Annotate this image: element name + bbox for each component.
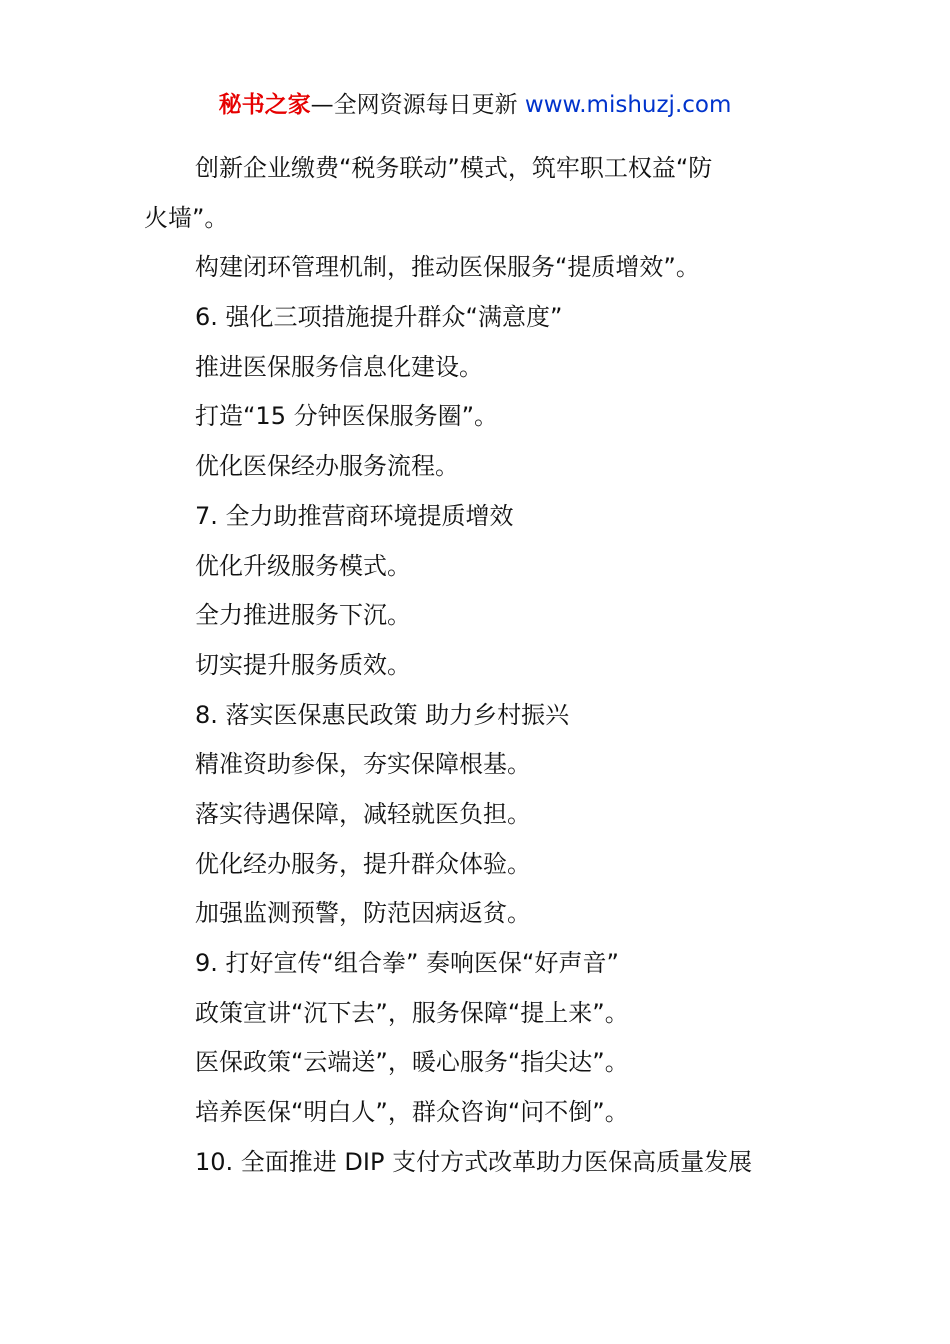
paragraph-line: 优化医保经办服务流程。 [195,452,459,481]
paragraph-line: 打造“15 分钟医保服务圈”。 [195,402,499,431]
document-body [144,144,814,1187]
paragraph-line: 政策宣讲“沉下去”，服务保障“提上来”。 [195,998,629,1027]
paragraph-line: 培养医保“明白人”，群众咨询“问不倒”。 [195,1098,629,1127]
paragraph-line: 优化升级服务模式。 [195,551,411,580]
paragraph-line: 医保政策“云端送”，暖心服务“指尖达”。 [195,1048,629,1077]
paragraph-line-continuation: 火墙”。 [144,203,229,232]
paragraph-line: 创新企业缴费“税务联动”模式，筑牢职工权益“防 [195,154,713,182]
paragraph-line: 推进医保服务信息化建设。 [195,352,483,381]
paragraph-line: 优化经办服务，提升群众体验。 [195,849,531,878]
brand-name: 秘书之家 [218,92,311,118]
section-heading: 8. 落实医保惠民政策 助力乡村振兴 [195,700,570,729]
header-tagline: —全网资源每日更新 [310,92,525,118]
paragraph-line: 切实提升服务质效。 [195,650,411,679]
section-heading: 9. 打好宣传“组合拳” 奏响医保“好声音” [195,949,619,977]
paragraph-line: 精准资助参保，夯实保障根基。 [195,750,531,779]
paragraph-line: 构建闭环管理机制，推动医保服务“提质增效”。 [195,253,700,282]
website-link[interactable]: www.mishuzj.com [524,92,732,118]
section-heading: 6. 强化三项措施提升群众“满意度” [195,303,563,332]
paragraph-line: 落实待遇保障，减轻就医负担。 [195,799,531,828]
section-heading: 10. 全面推进 DIP 支付方式改革助力医保高质量发展 [195,1147,753,1176]
paragraph-line: 全力推进服务下沉。 [195,601,411,630]
page-header [0,88,950,122]
paragraph-line: 加强监测预警，防范因病返贫。 [195,899,531,928]
section-heading: 7. 全力助推营商环境提质增效 [195,501,514,530]
